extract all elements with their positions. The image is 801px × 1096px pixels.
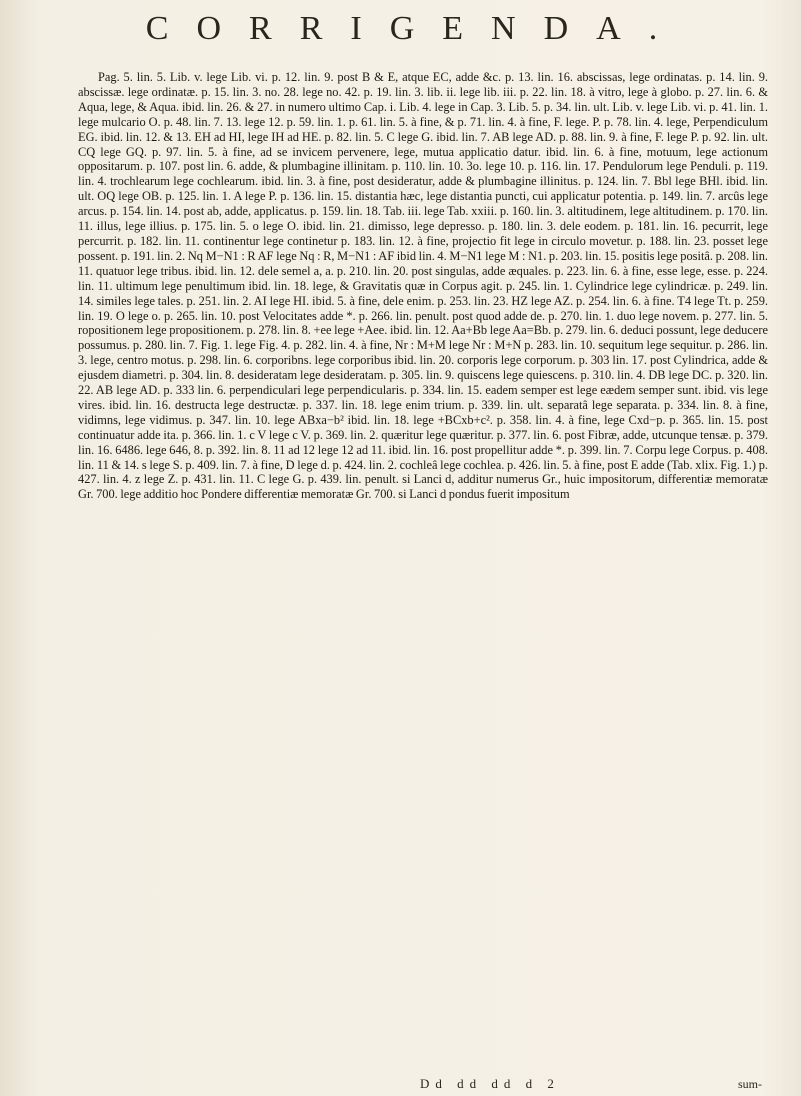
signature-mark: Dd dd dd d 2	[420, 1076, 560, 1091]
errata-paragraph: Pag. 5. lin. 5. Lib. v. lege Lib. vi. p. 12. lin. 9. post B & E, atque EC, adde &c. p. 13. lin. 16. abscissas, lege ordinatas. p. 14. lin. 9. abscissæ. lege ordinatæ. p. 15. lin. 3. no. 28. lege no. 42. p. 19. lin. 3. lib. ii. lege lib. iii. p. 22. lin. 18. à vitro, lege à globo. p. 27. lin. 6. & Aqua, lege, & Aqua. ibid. lin. 26. & 27. in numero ultimo Cap. i. Lib. 4. lege in Cap. 3. Lib. 5. p. 34. lin. ult. Lib. v. lege Lib. vi. p. 41. lin. 1. lege mulcario O. p. 48. lin. 7. 13. lege 12. p. 59. lin. 1. p. 61. lin. 5. à fine, & p. 71. lin. 4. à fine, F. lege. P. p. 78. lin. 4. lege, Perpendiculum EG. ibid. lin. 12. & 13. EH ad HI, lege IH ad HE. p. 82. lin. 5. C lege G. ibid. lin. 7. AB lege AD. p. 88. lin. 9. à fine, F. lege P. p. 92. lin. ult. CQ lege GQ. p. 97. lin. 5. à fine, ad se invicem pervenere, lege, mutua applicatio datur. ibid. lin. 6. à fine, motuum, lege actionum oppositarum. p. 107. post lin. 6. adde, & plumbagine illinitam. p. 110. lin. 10. 3o. lege 10. p. 116. lin. 17. Pendulorum lege Penduli. p. 119. lin. 4. trochlearum lege cochlearum. ibid. lin. 3. à fine, post desideratur, adde & plumbagine illinitus. p. 124. lin. 7. Bbl lege BHl. ibid. lin. ult. OQ lege OB. p. 125. lin. 1. A lege P. p. 136. lin. 15. distantia hæc, lege distantia puncti, cui applicatur potentia. p. 149. lin. 7. arcûs lege arcus. p. 154. lin. 14. post ab, adde, applicatus. p. 159. lin. 18. Tab. iii. lege Tab. xxiii. p. 160. lin. 3. altitudinem, lege altitudinem. p. 170. lin. 11. illus, lege illius. p. 175. lin. 5. o lege O. ibid. lin. 21. dimisso, lege depresso. p. 180. lin. 3. dele eodem. p. 181. lin. 16. pecurrit, lege percurrit. p. 182. lin. 11. continentur lege continetur p. 183. lin. 12. à fine, projectio fit lege in circulo movetur. p. 188. lin. 23. posset lege possent. p. 191. lin. 2. Nq M−N1 : R AF lege Nq : R, M−N1 : AF ibid lin. 4. M−N1 lege M : N1. p. 203. lin. 15. positis lege positâ. p. 208. lin. 11. quatuor lege tribus. ibid. lin. 12. dele semel a, a. p. 210. lin. 20. post singulas, adde æquales. p. 223. lin. 6. à fine, esse lege, esse. p. 224. lin. 11. ultimum lege penultimum ibid. lin. 18. lege, & Gravitatis quæ in Corpus agit. p. 245. lin. 1. Cylindrice lege cylindricæ. p. 249. lin. 14. similes lege tales. p. 251. lin. 2. AI lege HI. ibid. 5. à fine, dele enim. p. 253. lin. 23. HZ lege AZ. p. 254. lin. 6. à fine. T4 lege Tt. p. 259. lin. 19. O lege o. p. 265. lin. 10. post Velocitates adde *. p. 266. lin. penult. post quod adde de. p. 270. lin. 1. duo lege novem. p. 277. lin. 5. ropositionem lege propositionem. p. 278. lin. 8. +ee lege +Aee. ibid. lin. 12. Aa+Bb lege Aa=Bb. p. 279. lin. 6. deduci possunt, lege deducere possumus. p. 280. lin. 7. Fig. 1. lege Fig. 4. p. 282. lin. 4. à fine, Nr : M+M lege Nr : M+N p. 283. lin. 10. sequitum lege sequitur. p. 286. lin. 3. lege, centro motus. p. 298. lin. 6. corporibns. lege corporibus ibid. lin. 20. corporis lege corporum. p. 303 lin. 17. post Cylindrica, adde & ejusdem diametri. p. 304. lin. 8. desideratam lege desideratam. p. 305. lin. 9. quiscens lege quiescens. p. 310. lin. 4. DB lege DC. p. 320. lin. 22. AB lege AD. p. 333 lin. 6. perpendiculari lege perpendicularis. p. 334. lin. 15. eadem semper est lege eædem semper sunt. ibid. vis lege vires. ibid. lin. 16. destructa lege destructæ. p. 337. lin. 18. lege enim trium. p. 339. lin. ult. separatâ lege separata. p. 334. lin. 8. à fine, vidimns, lege vidimus. p. 347. lin. 10. lege ABxa−b² ibid. lin. 18. lege +BCxb+c². p. 358. lin. 4. à fine, lege Cxd−p. p. 365. lin. 15. post continuatur adde ita. p. 366. lin. 1. c V lege c V. p. 369. lin. 2. quæritur lege quæritur. p. 377. lin. 6. post Fibræ, adde, utcunque tensæ. p. 379. lin. 16. 6486. lege 646, 8. p. 392. lin. 8. 11 ad 12 lege 12 ad 11. ibid. lin. 16. post propellitur adde *. p. 399. lin. 7. Corpu lege Corpus. p. 408. lin. 11 & 14. s lege S. p. 409. lin. 7. à fine, D lege d. p. 424. lin. 2. cochleâ lege cochlea. p. 426. lin. 5. à fine, post E adde (Tab. xlix. Fig. 1.) p. 427. lin. 4. z lege Z. p. 431. lin. 11. C lege G. p. 439. lin. penult. si Lanci d, additur numerus Gr., huic impositorum, differentiæ memoratæ Gr. 700. lege additio hoc Pondere differentiæ memoratæ Gr. 700. si Lanci d pondus fuerit impositum	[78, 70, 768, 502]
running-title: CORRIGENDA.	[145, 10, 686, 47]
errata-text	[78, 70, 768, 502]
catchword: sum-	[738, 1077, 762, 1091]
